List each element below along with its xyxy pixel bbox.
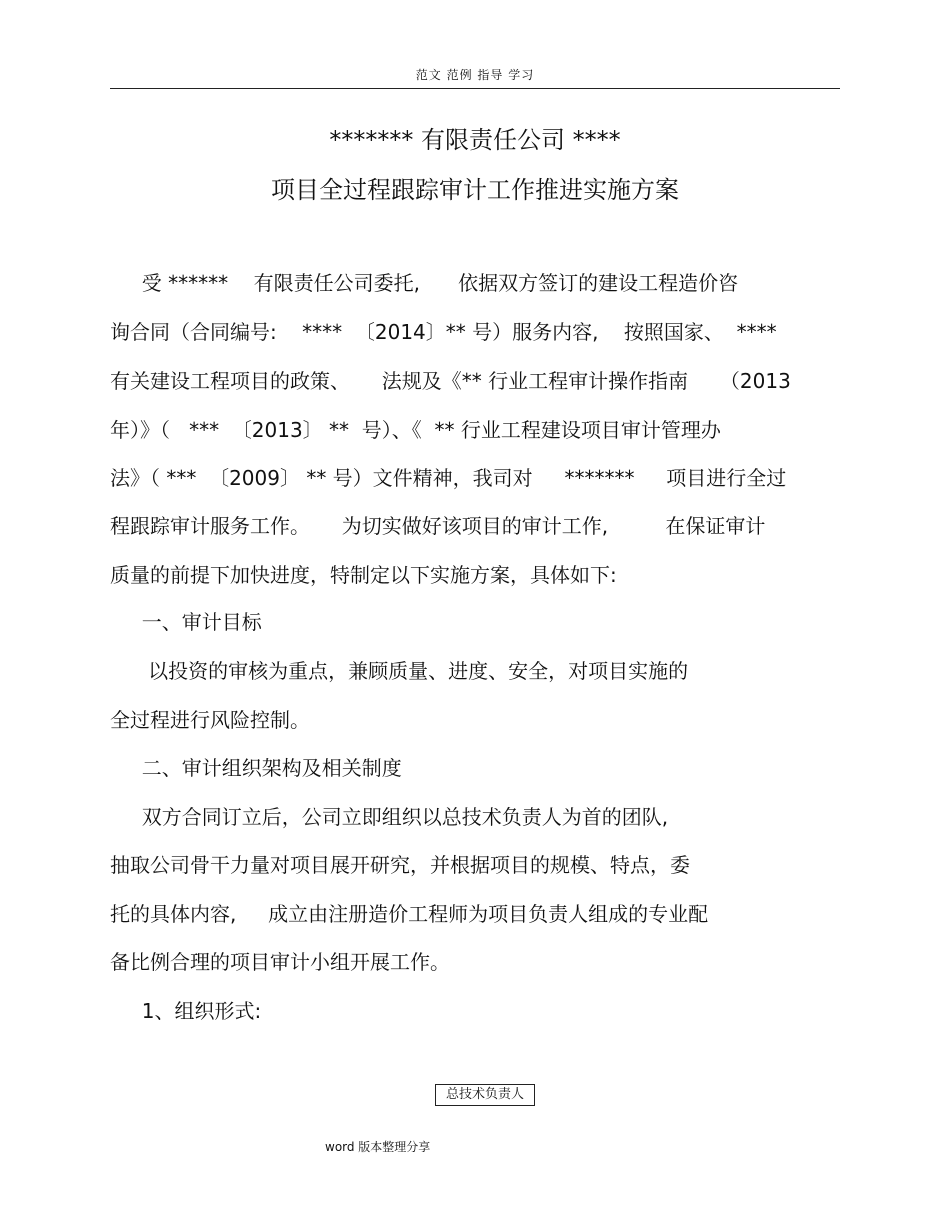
document-title-company: ******* 有限责任公司 **** [329,126,621,154]
body-line: 程跟踪审计服务工作。 为切实做好该项目的审计工作, 在保证审计 [110,514,766,538]
body-line: 质量的前提下加快进度，特制定以下实施方案，具体如下: [110,563,617,587]
body-line: 以投资的审核为重点，兼顾质量、进度、安全，对项目实施的 [110,659,689,683]
body-line: 托的具体内容, 成立由注册造价工程师为项目负责人组成的专业配 [110,902,709,926]
body-line: 法》（ *** 〔2009〕 ** 号）文件精神，我司对 ******* 项目进行全过 [110,466,787,490]
page-header: 范文 范例 指导 学习 [415,68,535,82]
body-line: 抽取公司骨干力量对项目展开研究，并根据项目的规模、特点，委 [110,853,690,877]
document-title-plan: 项目全过程跟踪审计工作推进实施方案 [271,176,679,204]
page-footer: word 版本整理分享 [325,1140,431,1154]
org-chart-top-box: 总技术负责人 [435,1084,535,1106]
section-heading-audit-organization: 二、审计组织架构及相关制度 [110,756,402,780]
body-line: 年）》（ *** 〔2013〕 ** 号）、《 ** 行业工程建设项目审计管理办 [110,418,721,442]
body-line: 有关建设工程项目的政策、 法规及《** 行业工程审计操作指南 （2013 [110,369,791,393]
body-line: 双方合同订立后，公司立即组织以总技术负责人为首的团队, [110,805,669,829]
header-rule [110,88,840,89]
subsection-heading-org-form: 1、组织形式: [110,999,262,1023]
section-heading-audit-goal: 一、审计目标 [110,610,262,634]
body-line: 询合同（合同编号: **** 〔2014〕** 号）服务内容, 按照国家、 **** [110,320,777,344]
body-line: 备比例合理的项目审计小组开展工作。 [110,950,450,974]
body-line: 全过程进行风险控制。 [110,708,310,732]
body-line: 受 ****** 有限责任公司委托, 依据双方签订的建设工程造价咨 [110,271,739,295]
